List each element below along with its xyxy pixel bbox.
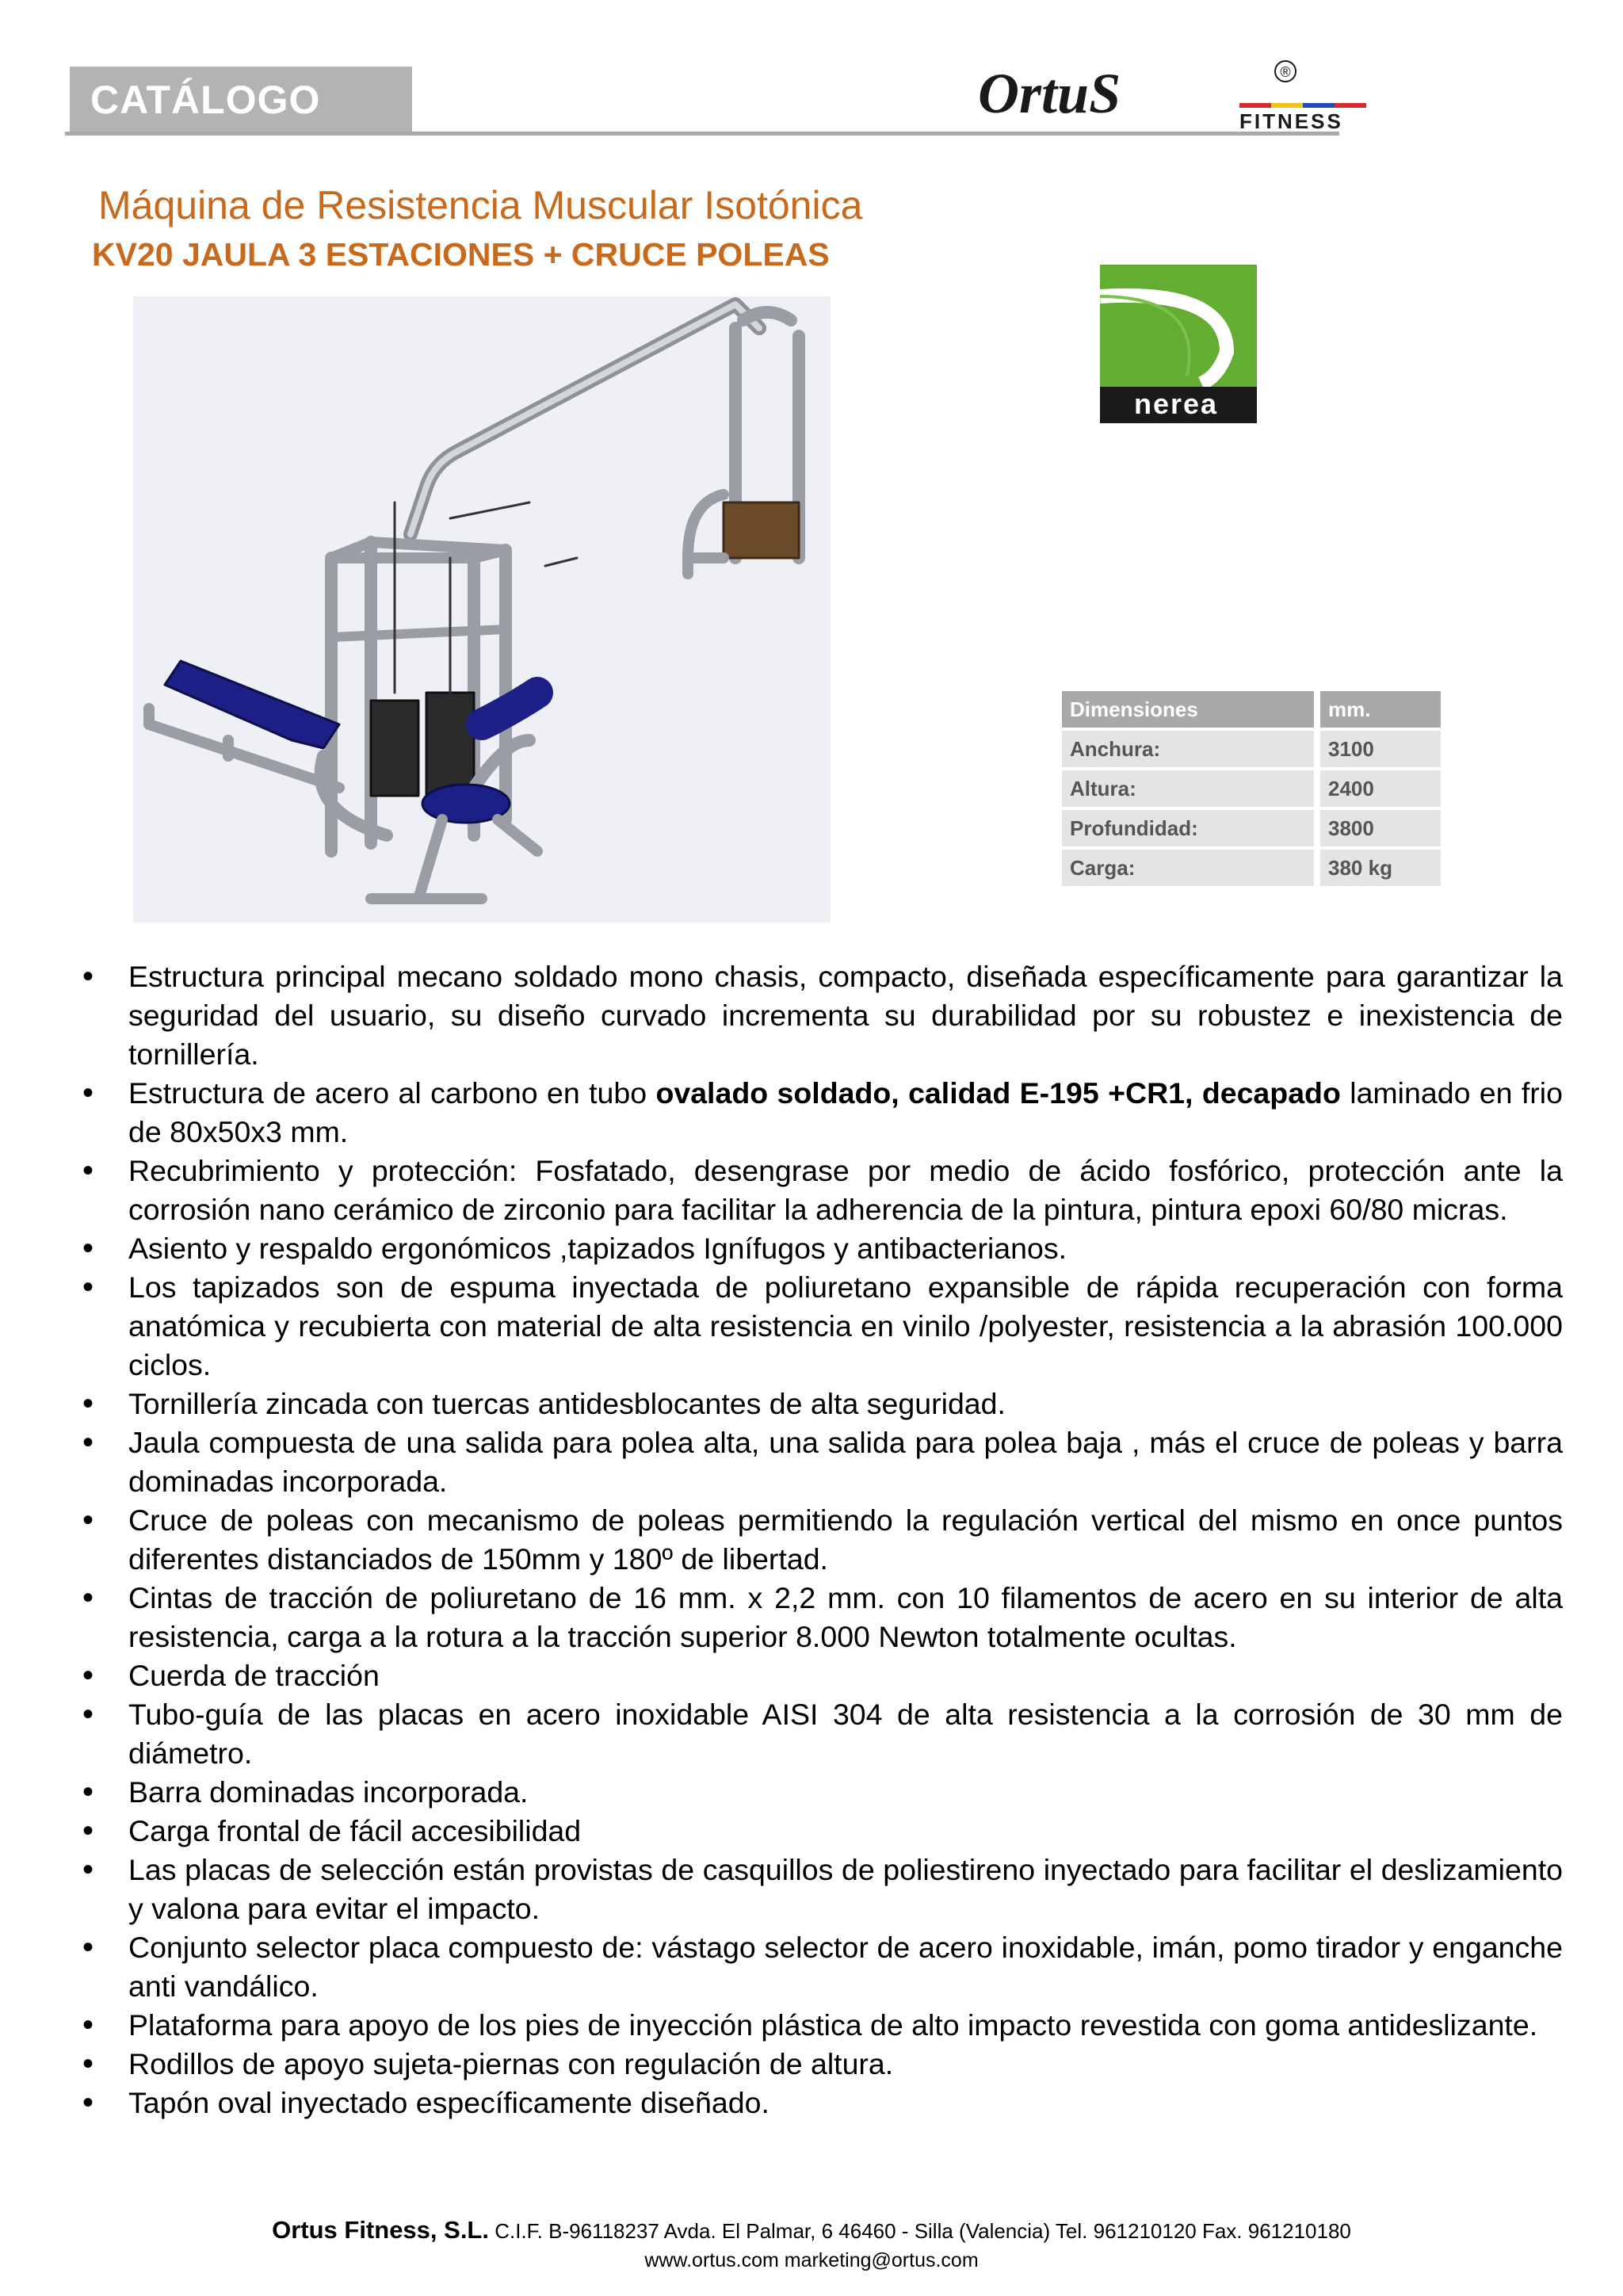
feature-text: Estructura de acero al carbono en tubo: [128, 1076, 656, 1110]
dimensions-header-unit: mm.: [1320, 691, 1441, 728]
dimensions-header-row: [1062, 691, 1441, 728]
dimension-label: Profundidad:: [1062, 810, 1314, 846]
product-image: [133, 296, 831, 923]
feature-item: • Estructura principal mecano soldado mono chasis, compacto, diseñada específicamente para garantizar la seguridad del usuario, su diseño curvado incrementa su durabilidad por su robustez e inexistencia de tornillería.: [82, 957, 1563, 1074]
feature-item: • Tubo-guía de las placas en acero inoxidable AISI 304 de alta resistencia a la corrosión de 30 mm de diámetro.: [82, 1695, 1563, 1773]
footer-company-name: Ortus Fitness, S.L.: [272, 2216, 489, 2244]
feature-item: • Conjunto selector placa compuesto de: vástago selector de acero inoxidable, imán, pomo tirador y enganche anti vandálico.: [82, 1928, 1563, 2006]
brand-name: OrtuS: [978, 62, 1121, 125]
feature-item: • Asiento y respaldo ergonómicos ,tapizados Ignífugos y antibacterianos.: [82, 1229, 1563, 1268]
feature-text-bold: ovalado soldado, calidad E-195 +CR1, decapado: [655, 1076, 1341, 1110]
ortus-fitness-logo: [975, 57, 1395, 133]
nerea-logo-graphic: [1100, 265, 1257, 423]
feature-item: • Cintas de tracción de poliuretano de 16 mm. x 2,2 mm. con 10 filamentos de acero en su interior de alta resistencia, carga a la rotura a la tracción superior 8.000 Newton totalmente ocultas.: [82, 1579, 1563, 1656]
registered-mark: ®: [1280, 64, 1291, 80]
feature-item: • Recubrimiento y protección: Fosfatado, desengrase por medio de ácido fosfórico, protección ante la corrosión nano cerámico de zirconio para facilitar la adherencia de la pintura, pintura epoxi 60/80 micras.: [82, 1152, 1563, 1229]
dimension-value: 2400: [1320, 770, 1441, 807]
dimension-label: Carga:: [1062, 850, 1314, 886]
feature-item: • Tornillería zincada con tuercas antidesblocantes de alta seguridad.: [82, 1385, 1563, 1423]
footer-company-details: C.I.F. B-96118237 Avda. El Palmar, 6 46460 - Silla (Valencia) Tel. 961210120 Fax. 961210180: [495, 2219, 1351, 2243]
footer-company-line: [0, 2216, 1623, 2244]
dimensions-table: [1062, 688, 1441, 889]
nerea-logo-text: nerea: [1133, 388, 1219, 420]
feature-item: • Cruce de poleas con mecanismo de poleas permitiendo la regulación vertical del mismo en once puntos diferentes distanciados de 150mm y 180º de libertad.: [82, 1501, 1563, 1579]
ortus-logo-graphic: [975, 57, 1395, 133]
dimension-row-width: [1062, 731, 1441, 767]
brand-suffix: FITNESS: [1239, 109, 1343, 133]
feature-item: [82, 1074, 1563, 1152]
dimension-label: Altura:: [1062, 770, 1314, 807]
feature-item: • Barra dominadas incorporada.: [82, 1773, 1563, 1812]
feature-item: • Cuerda de tracción: [82, 1656, 1563, 1695]
product-title: Máquina de Resistencia Muscular Isotónica: [98, 183, 863, 227]
feature-item: • Jaula compuesta de una salida para polea alta, una salida para polea baja , más el cruce de poleas y barra dominadas incorporada.: [82, 1423, 1563, 1501]
feature-text: laminado en frio de 80x50x3 mm.: [128, 1076, 1563, 1148]
dimension-value: 380 kg: [1320, 850, 1441, 886]
footer-contact-line: www.ortus.com marketing@ortus.com: [644, 2249, 979, 2271]
feature-item: • Tapón oval inyectado específicamente diseñado.: [82, 2084, 1563, 2122]
dimension-label: Anchura:: [1062, 731, 1314, 767]
feature-item: • Carga frontal de fácil accesibilidad: [82, 1812, 1563, 1851]
multi-station-machine-illustration: [133, 296, 831, 923]
product-subtitle: KV20 JAULA 3 ESTACIONES + CRUCE POLEAS: [92, 236, 830, 273]
nerea-series-logo: [1100, 265, 1257, 423]
dimensions-header-label: Dimensiones: [1062, 691, 1314, 728]
dimension-row-depth: [1062, 810, 1441, 846]
dimension-value: 3100: [1320, 731, 1441, 767]
feature-item: • Plataforma para apoyo de los pies de inyección plástica de alto impacto revestida con goma antideslizante.: [82, 2006, 1563, 2045]
feature-list: [82, 957, 1563, 2122]
dimension-value: 3800: [1320, 810, 1441, 846]
dimension-row-load: [1062, 850, 1441, 886]
catalog-tab: CATÁLOGO: [70, 67, 412, 133]
dimension-row-height: [1062, 770, 1441, 807]
feature-item: • Rodillos de apoyo sujeta-piernas con regulación de altura.: [82, 2045, 1563, 2084]
feature-item: • Las placas de selección están provistas de casquillos de poliestireno inyectado para facilitar el deslizamiento y valona para evitar el impacto.: [82, 1851, 1563, 1928]
feature-item: • Los tapizados son de espuma inyectada de poliuretano expansible de rápida recuperación con forma anatómica y recubierta con material de alta resistencia en vinilo /polyester, resistencia a la abrasión 100.000 ciclos.: [82, 1268, 1563, 1385]
